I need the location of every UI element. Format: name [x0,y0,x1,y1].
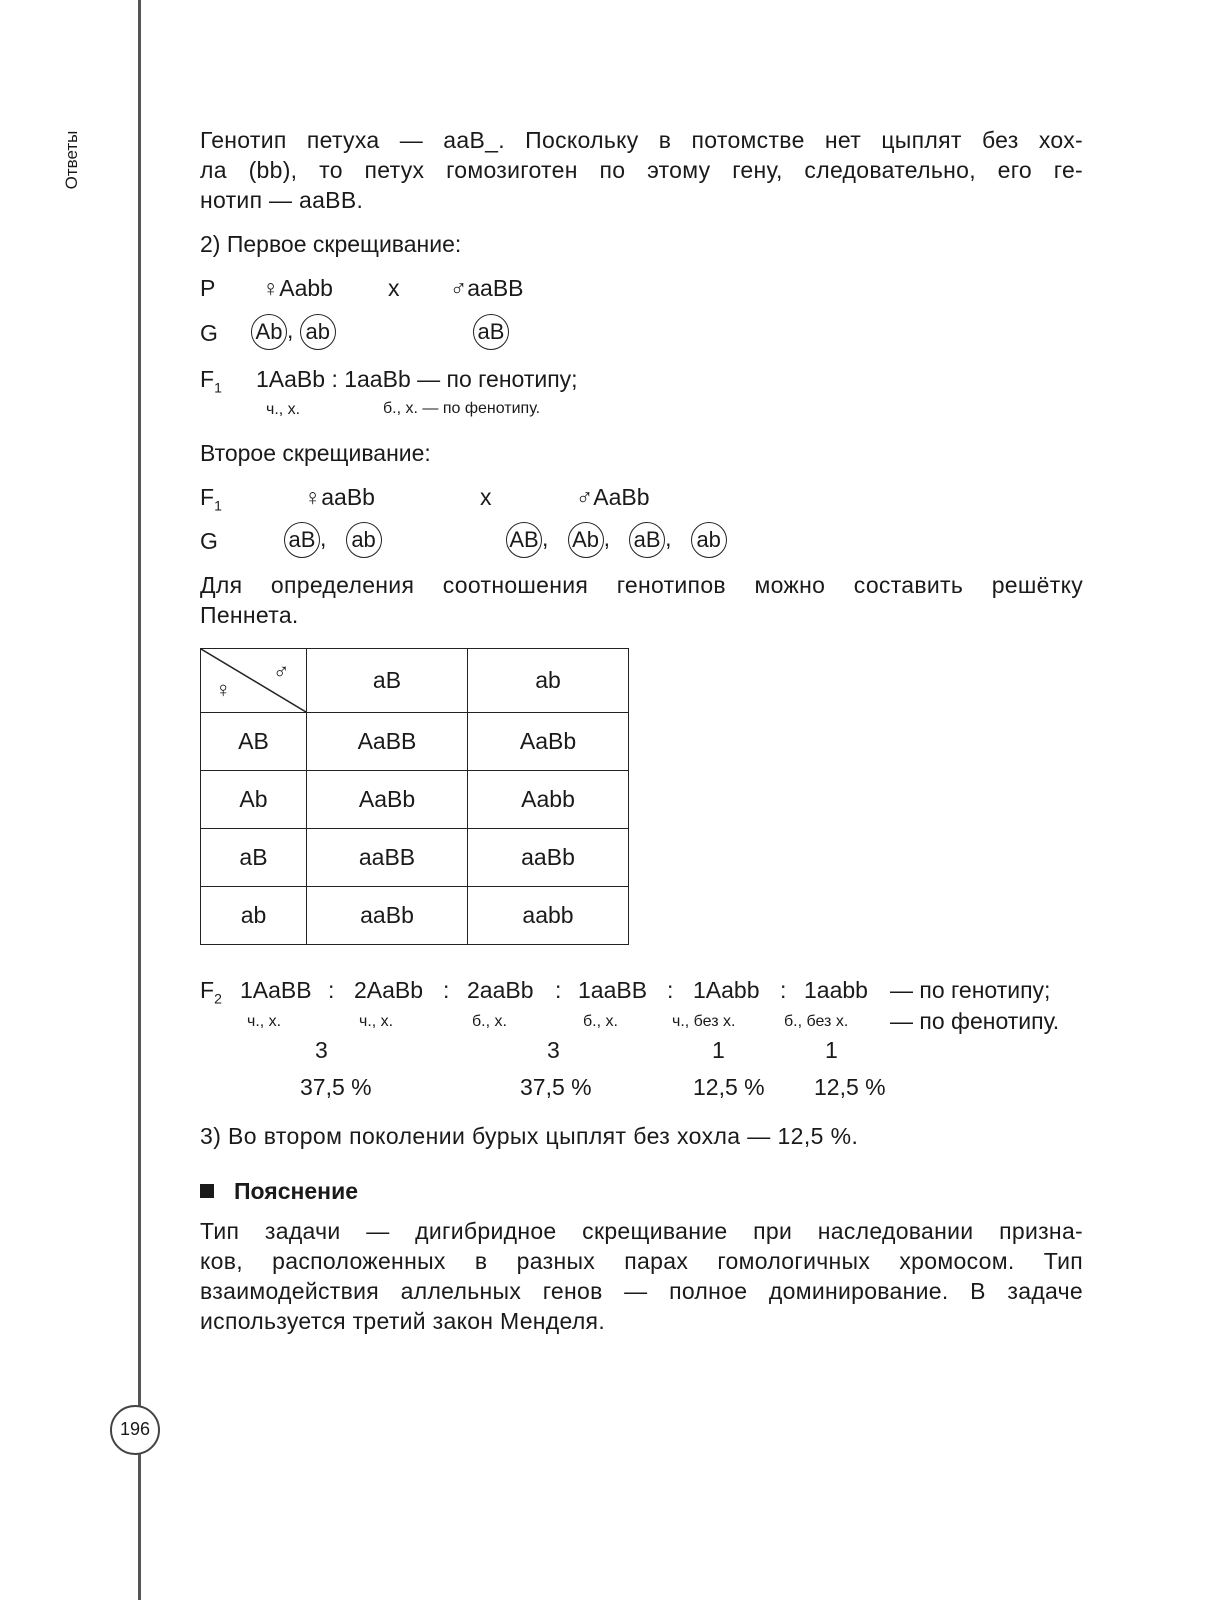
f-subscript: 1 [214,497,222,514]
cross1-male-gametes [473,314,509,350]
cross1-male: ♂aaBB [450,275,524,301]
f2-phenotype: б., без х. [784,1013,849,1030]
punnett-cell: aaBb [468,829,629,887]
gamete: aB [629,522,665,558]
explanation-line: Тип задачи — дигибридное скрещивание при наследовании призна- [200,1218,1083,1244]
f2-genotype: 1aaBB [578,977,648,1003]
gamete: ab [300,314,336,350]
gamete: Ab [251,314,287,350]
gamete: aB [473,314,509,350]
punnett-cell: aaBB [307,829,468,887]
f-letter: F [200,977,215,1003]
punnett-cell: aaBb [307,887,468,945]
f2-count: 1 [712,1037,725,1063]
intro-line: Генотип петуха — aaB_. Поскольку в потомстве нет цыплят без хох- [200,127,1083,153]
explanation-title: Пояснение [234,1178,358,1204]
f2-separator: : [555,977,562,1003]
cross2-heading: Второе скрещивание: [200,440,431,466]
f2-separator: : [328,977,335,1003]
f-subscript: 1 [214,379,222,396]
explanation-line: используется третий закон Менделя. [200,1308,606,1334]
gamete: ab [691,522,727,558]
explanation-paragraph [200,1216,1083,1336]
punnett-square [200,648,629,945]
section-label: Ответы [62,130,81,190]
f2-count: 1 [825,1037,838,1063]
cross2-f1-label [200,482,222,521]
cross1-p-label: P [200,275,216,301]
f2-phenotype: б., х. [583,1013,618,1030]
gamete: AB [506,522,542,558]
punnett-corner-cell [201,649,307,713]
cross2-g-label: G [200,528,218,554]
f2-percent: 37,5 % [300,1074,372,1100]
f2-phenotype: б., х. [472,1013,507,1030]
intro-line: нотип — aaBB. [200,187,364,213]
f2-genotype: 1aabb [804,977,868,1003]
intro-paragraph [200,125,1083,215]
explanation-line: ков, расположенных в разных парах гомологичных хромосом. Тип [200,1248,1083,1274]
page-number: 196 [110,1405,160,1455]
cross1-female: ♀Aabb [262,275,333,301]
cross1-f1-pheno-a: ч., х. [266,401,301,418]
f2-separator: : [667,977,674,1003]
answer-3: 3) Во втором поколении бурых цыплят без хохла — 12,5 %. [200,1123,859,1149]
punnett-row-header: ab [201,887,307,945]
f2-genotype: 1Aabb [693,977,760,1003]
cross1-f1-label [200,364,222,403]
punnett-row-header: Ab [201,771,307,829]
punnett-cell: Aabb [468,771,629,829]
margin-line [138,0,141,1600]
cross1-f1-pheno-b [383,394,540,424]
cross2-female-gametes: aB , ab [284,522,382,558]
punnett-cell: AaBb [468,713,629,771]
f2-count: 3 [315,1037,328,1063]
explanation-heading [200,1176,358,1206]
punnett-intro-line: Для определения соотношения генотипов можно составить решётку [200,572,1083,598]
pheno-text: б., х. — по фенотипу. [383,400,541,417]
f2-label [200,975,222,1014]
punnett-col-header: aB [307,649,468,713]
square-bullet-icon [200,1184,214,1198]
f2-separator: : [780,977,787,1003]
f2-phenotype: ч., без х. [672,1013,736,1030]
punnett-col-header: ab [468,649,629,713]
cross2-male-gametes: AB , Ab , aB , ab [506,522,727,558]
punnett-header-row [201,649,629,713]
punnett-intro-line: Пеннета. [200,602,299,628]
cross1-x: x [388,275,400,301]
punnett-row [201,829,629,887]
cross1-heading: 2) Первое скрещивание: [200,231,462,257]
cross2-x: x [480,484,492,510]
punnett-cell: AaBB [307,713,468,771]
gamete: Ab [568,522,604,558]
female-symbol: ♀ [215,677,232,702]
f2-genotype: 2aaBb [467,977,534,1003]
gamete: ab [346,522,382,558]
punnett-row-header: aB [201,829,307,887]
cross2-female: ♀aaBb [304,484,375,510]
punnett-row [201,713,629,771]
gamete: aB [284,522,320,558]
explanation-line: взаимодействия аллельных генов — полное доминирование. В задаче [200,1278,1083,1304]
intro-line: ла (bb), то петух гомозиготен по этому гену, следовательно, его ге- [200,157,1083,183]
f2-phenotype: ч., х. [359,1013,394,1030]
punnett-intro [200,570,1083,630]
f2-genotype-suffix: — по генотипу; [890,977,1051,1003]
punnett-cell: AaBb [307,771,468,829]
punnett-cell: aabb [468,887,629,945]
cross1-female-gametes: Ab , ab [251,314,336,350]
f-letter: F [200,484,215,510]
f2-percent: 12,5 % [693,1074,765,1100]
f2-percent: 37,5 % [520,1074,592,1100]
punnett-row-header: AB [201,713,307,771]
punnett-row [201,887,629,945]
male-symbol: ♂ [273,659,290,684]
f2-phenotype-suffix: — по фенотипу. [890,1008,1060,1034]
cross1-f1-genotypes: 1AaBb : 1aaBb — по генотипу; [256,366,578,392]
cross2-male: ♂AaBb [576,484,650,510]
f2-count: 3 [547,1037,560,1063]
f2-phenotype: ч., х. [247,1013,282,1030]
cross1-g-label: G [200,320,218,346]
f2-genotype: 1AaBB [240,977,312,1003]
punnett-row [201,771,629,829]
f-letter: F [200,366,215,392]
f-subscript: 2 [214,990,222,1007]
f2-genotype: 2AaBb [354,977,424,1003]
f2-percent: 12,5 % [814,1074,886,1100]
f2-separator: : [443,977,450,1003]
